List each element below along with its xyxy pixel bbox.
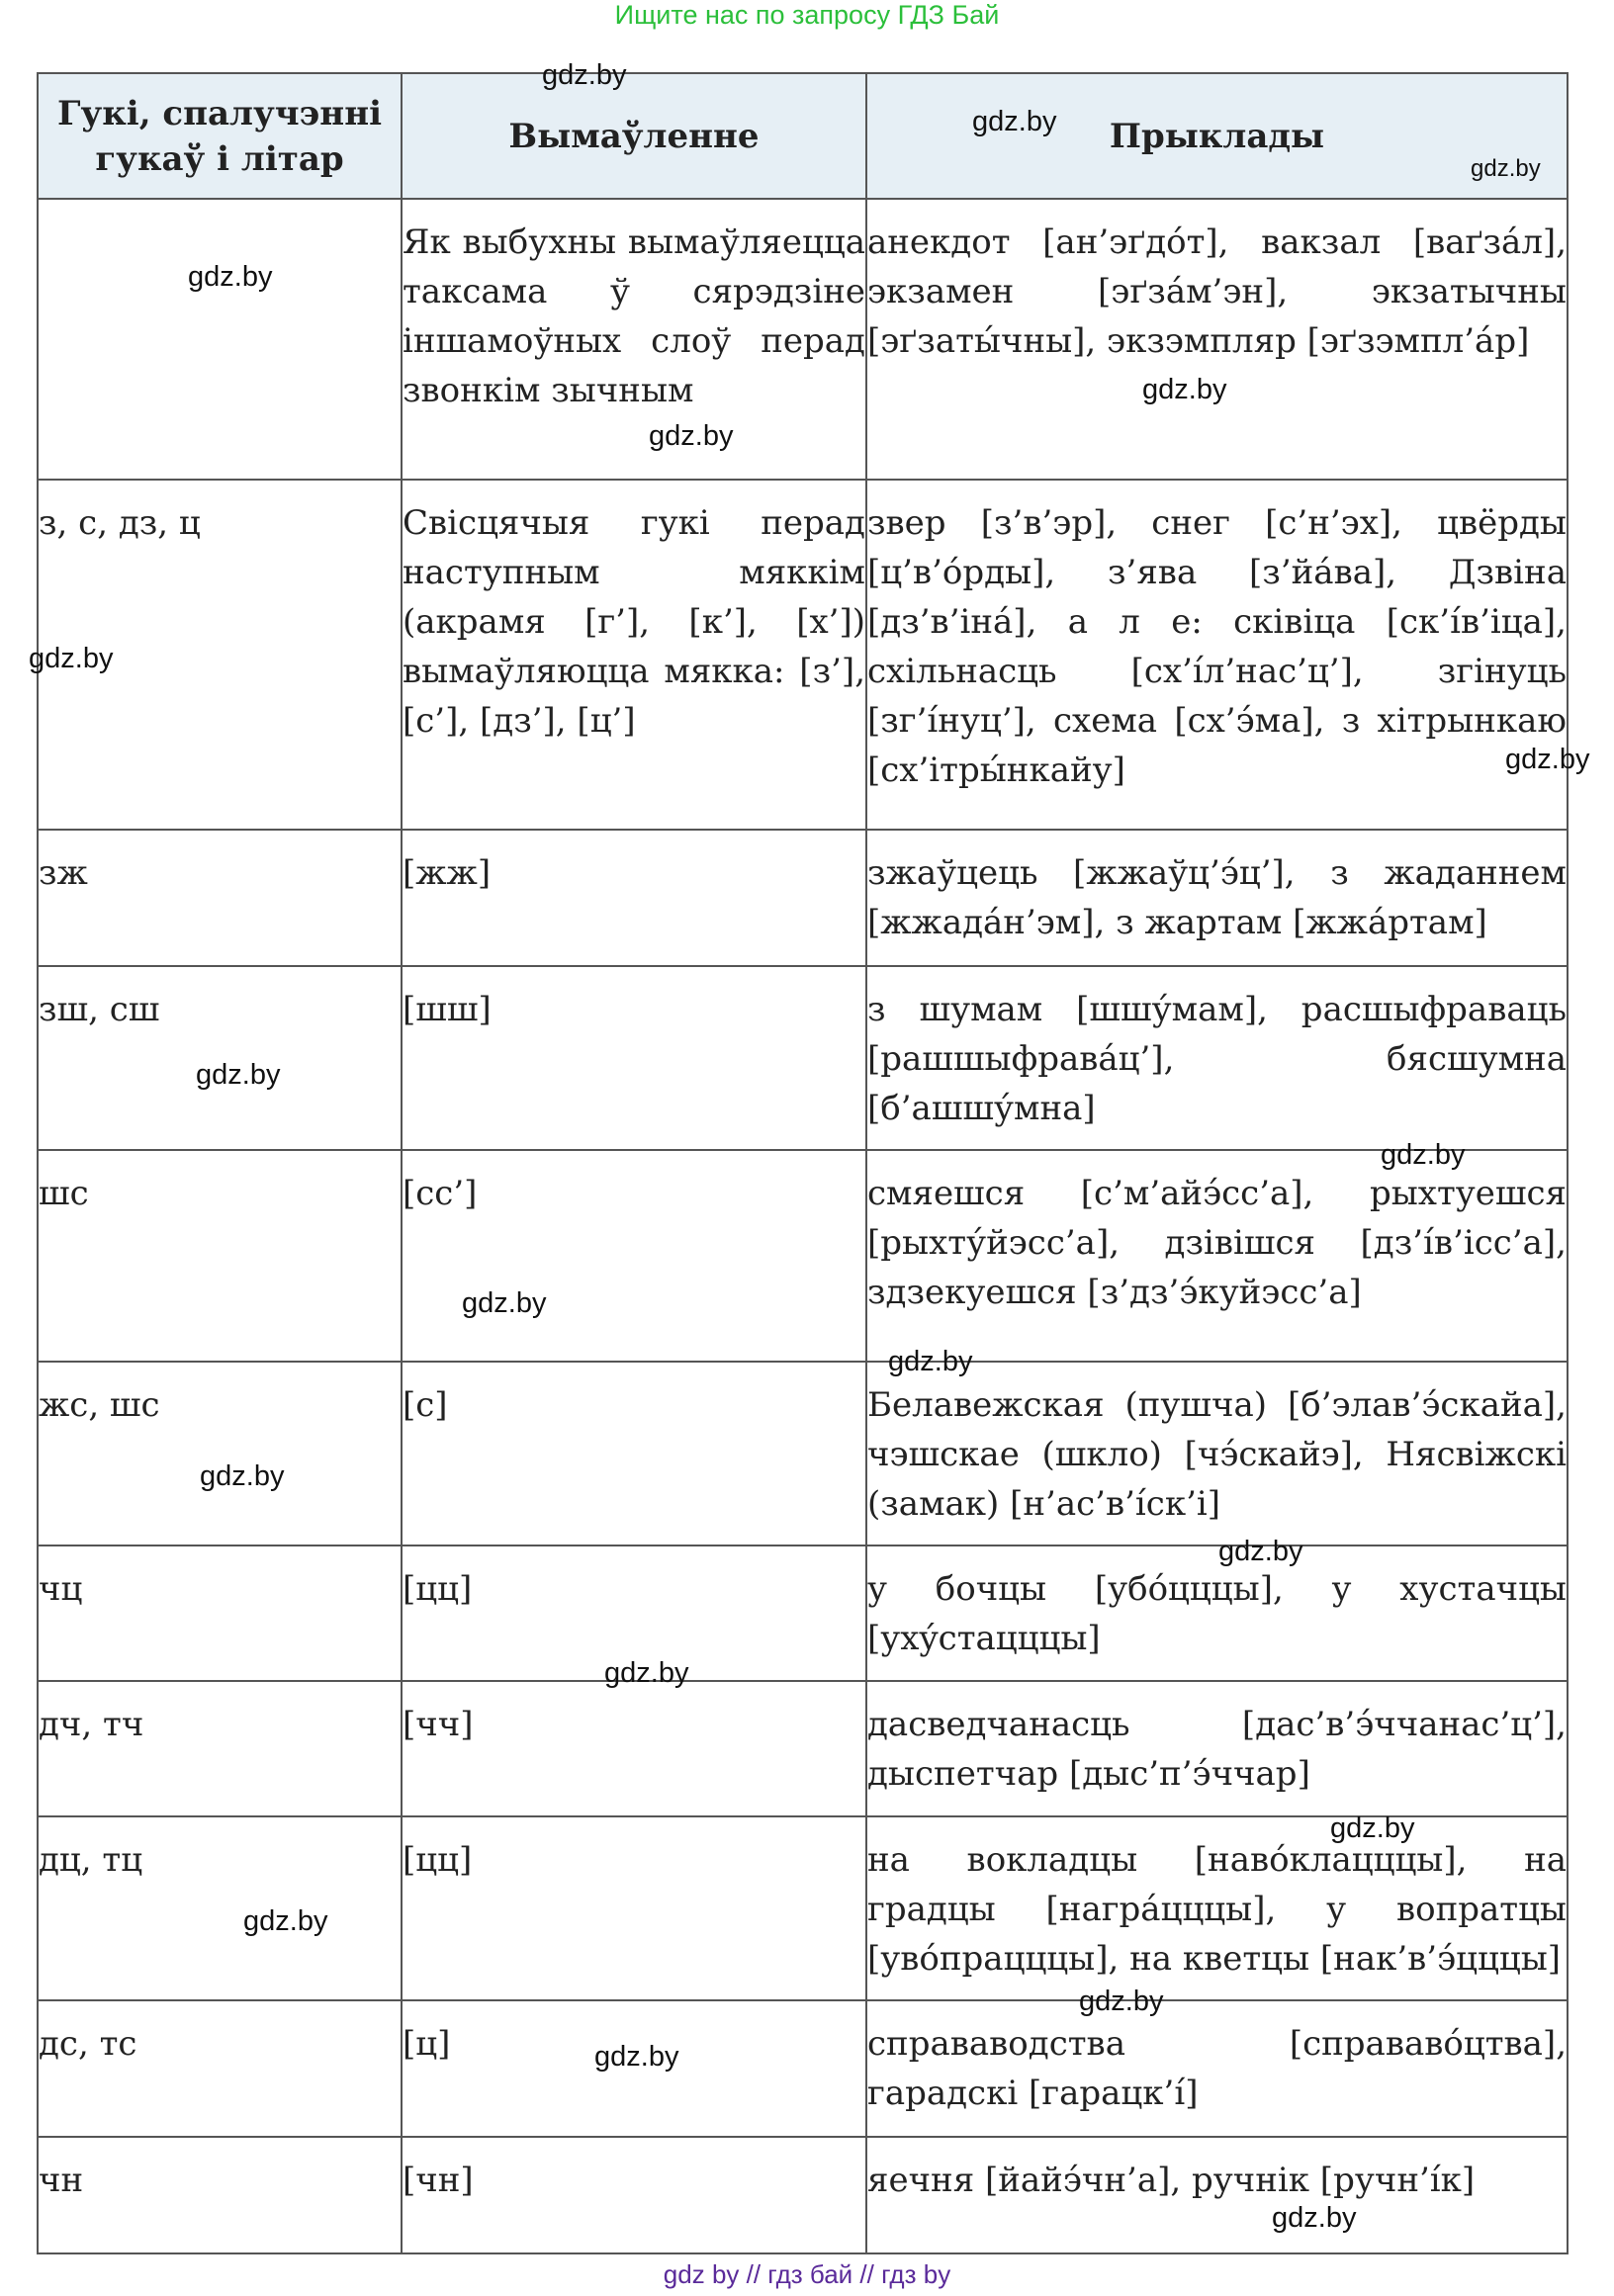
- header-pronunciation: Вымаўленне: [402, 73, 866, 199]
- cell-examples: дасведчанасць [дас’в’э́ччанас’ц’], дыспетчар [дыс’п’э́ччар]: [866, 1681, 1568, 1816]
- cell-letters: зж: [38, 830, 402, 966]
- cell-pronunciation: [жж]: [402, 830, 866, 966]
- watermark[interactable]: gdz.by: [243, 1905, 328, 1937]
- cell-letters: чц: [38, 1545, 402, 1681]
- cell-pronunciation: [цц]: [402, 1545, 866, 1681]
- table-row: [38, 1681, 1568, 1816]
- cell-pronunciation: [шш]: [402, 966, 866, 1150]
- cell-examples: анекдот [ан’эґдо́т], вакзал [ваґза́л], экзамен [эґза́м’эн], экзатычны [эґзаты́чны], экзэмпляр [эґзэмпл’а́р]: [866, 199, 1568, 480]
- watermark[interactable]: gdz.by: [1218, 1536, 1303, 1567]
- watermark[interactable]: gdz.by: [604, 1657, 689, 1689]
- cell-examples: Белавежская (пушча) [б’элав’э́скайа], чэшскае (шкло) [чэ́скайэ], Нясвіжскі (замак) [н’ас’в’і́ск’і]: [866, 1362, 1568, 1545]
- watermark[interactable]: gdz.by: [594, 2041, 679, 2073]
- cell-pronunciation: [ц]: [402, 2000, 866, 2137]
- cell-examples: справаводства [справаво́цтва], гарадскі [гарацк’і́]: [866, 2000, 1568, 2137]
- watermark[interactable]: gdz.by: [972, 106, 1057, 137]
- cell-examples: яечня [йайэ́чн’а], ручнік [ручн’і́к]: [866, 2137, 1568, 2253]
- table-row: [38, 2137, 1568, 2253]
- top-banner[interactable]: Ищите нас по запросу ГДЗ Бай: [614, 0, 1000, 30]
- bottom-banner[interactable]: gdz by // гдз бай // гдз by: [663, 2259, 951, 2289]
- table-row: [38, 199, 1568, 480]
- watermark[interactable]: gdz.by: [188, 261, 273, 293]
- cell-letters: дч, тч: [38, 1681, 402, 1816]
- cell-pronunciation: [чч]: [402, 1681, 866, 1816]
- header-row: [38, 73, 1568, 199]
- watermark[interactable]: gdz.by: [1505, 744, 1590, 775]
- cell-letters: дс, тс: [38, 2000, 402, 2137]
- cell-letters: дц, тц: [38, 1816, 402, 2000]
- cell-letters: [38, 199, 402, 480]
- table-row: [38, 2000, 1568, 2137]
- cell-examples: на вокладцы [наво́клацццы], на градцы [награ́цццы], у вопратцы [уво́працццы], на кветцы [нак’в’э́цццы]: [866, 1816, 1568, 2000]
- watermark[interactable]: gdz.by: [542, 59, 627, 91]
- cell-examples: у бочцы [убо́цццы], у хустачцы [ухýстацццы]: [866, 1545, 1568, 1681]
- cell-pronunciation: [с]: [402, 1362, 866, 1545]
- cell-examples: смяешся [с’м’айэ́сс’а], рыхтуешся [рыхту́йэсс’а], дзівішся [дз’і́в’ісс’а], здзекуешся [з’дз’э́куйэсс’а]: [866, 1150, 1568, 1362]
- watermark[interactable]: gdz.by: [29, 643, 114, 674]
- table-row: [38, 966, 1568, 1150]
- cell-letters: зш, сш: [38, 966, 402, 1150]
- watermark[interactable]: gdz.by: [1272, 2202, 1357, 2234]
- cell-examples: з шумам [шшу́мам], расшыфраваць [рашшыфрава́ц’], бясшумна [б’ашшу́мна]: [866, 966, 1568, 1150]
- header-examples: Прыклады: [866, 73, 1568, 199]
- watermark[interactable]: gdz.by: [1381, 1139, 1466, 1171]
- cell-pronunciation: [цц]: [402, 1816, 866, 2000]
- cell-pronunciation: Як выбухны вымаўляецца таксама ў сярэдзіне іншамоўных слоў перад звонкім зычным: [402, 199, 866, 480]
- watermark[interactable]: gdz.by: [1142, 374, 1227, 405]
- watermark[interactable]: gdz.by: [462, 1287, 547, 1319]
- watermark[interactable]: gdz.by: [196, 1059, 281, 1091]
- cell-letters: чн: [38, 2137, 402, 2253]
- cell-examples: зжаўцець [жжаўц’э́ц’], з жаданнем [жжада́н’эм], з жартам [жжа́ртам]: [866, 830, 1568, 966]
- table-row: [38, 1362, 1568, 1545]
- watermark[interactable]: gdz.by: [1330, 1812, 1415, 1844]
- watermark[interactable]: gdz.by: [1079, 1986, 1164, 2017]
- watermark[interactable]: gdz.by: [1471, 155, 1541, 182]
- watermark[interactable]: gdz.by: [649, 420, 734, 452]
- table-row: [38, 1150, 1568, 1362]
- header-letters: Гукі, спалучэнні гукаў і літар: [38, 73, 402, 199]
- cell-pronunciation: [сс’]: [402, 1150, 866, 1362]
- cell-letters: жс, шс: [38, 1362, 402, 1545]
- cell-letters: з, с, дз, ц: [38, 480, 402, 830]
- cell-letters: шс: [38, 1150, 402, 1362]
- watermark[interactable]: gdz.by: [888, 1346, 973, 1377]
- table-row: [38, 1545, 1568, 1681]
- table-row: [38, 480, 1568, 830]
- cell-pronunciation: Свісцячыя гукі перад наступным мяккім (акрамя [г’], [к’], [х’]) вымаўляюцца мякка: [з’], [с’], [дз’], [ц’]: [402, 480, 866, 830]
- watermark[interactable]: gdz.by: [200, 1460, 285, 1492]
- table-row: [38, 830, 1568, 966]
- cell-examples: звер [з’в’эр], снег [с’н’эх], цвёрды [ц’в’о́рды], з’ява [з’йа́ва], Дзвіна [дз’в’іна́], а л е: сківіца [ск’і́в’іца], схільнасць [сх’і́л’нас’ц’], згінуць [зг’і́нуц’], схема [сх’э́ма], з хітрынкаю [сх’ітры́нкайу]: [866, 480, 1568, 830]
- cell-pronunciation: [чн]: [402, 2137, 866, 2253]
